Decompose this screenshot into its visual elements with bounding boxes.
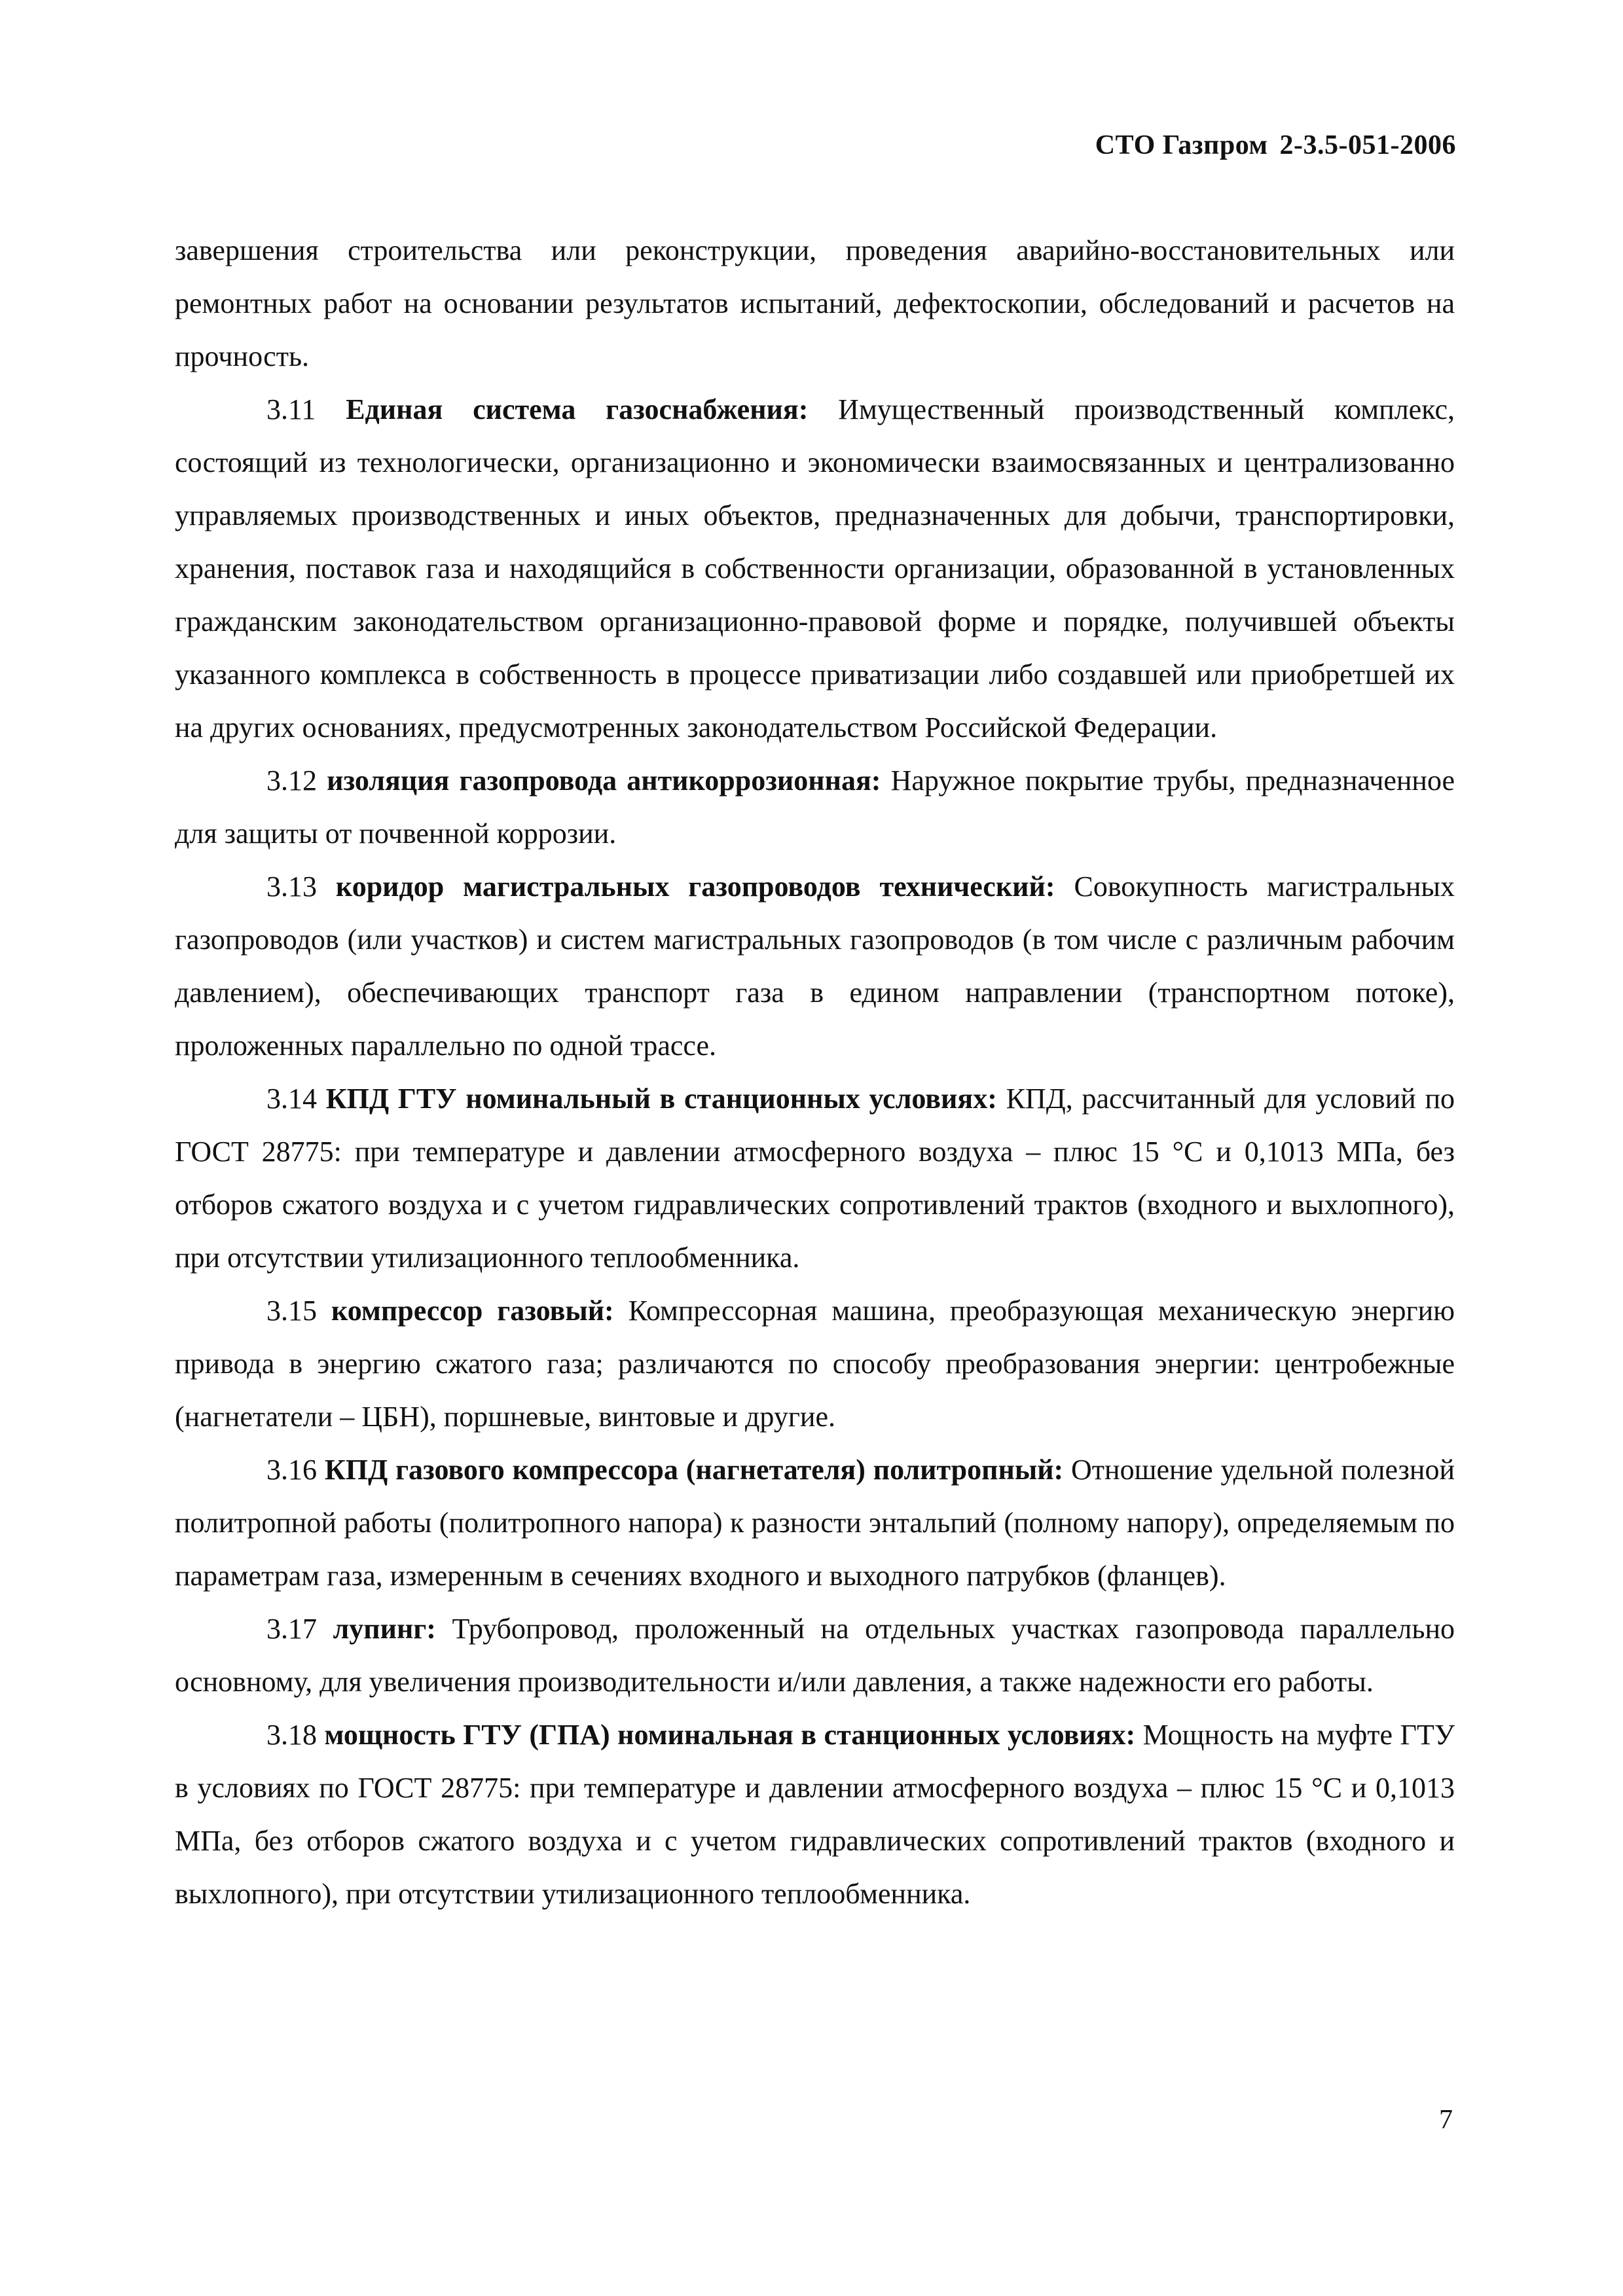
definition-3-16 bbox=[175, 1443, 1455, 1602]
definition-term: изоляция газопровода антикоррозионная: bbox=[327, 764, 881, 797]
definition-text: Имущественный производственный комплекс, состоящий из технологически, организационно и экономически взаимосвязанных и централизованно управляемых производственных и иных объектов, предназначенных для добычи, транспортировки, хранения, поставок газа и находящийся в собственности организации, образованной в установленных гражданским законодательством организационно-правовой форме и порядке, получившей объекты указанного комплекса в собственность в процессе приватизации либо создавшей или приобретшей их на других основаниях, предусмотренных законодательством Российской Федерации. bbox=[175, 393, 1455, 744]
definition-3-13 bbox=[175, 860, 1455, 1072]
paragraph-text: завершения строительства или реконструкции, проведения аварийно-восстановительных или ремонтных работ на основании результатов испытаний, дефектоскопии, обследований и расчетов на прочность. bbox=[175, 234, 1455, 372]
header-org: СТО Газпром bbox=[1095, 130, 1268, 160]
body-text bbox=[175, 224, 1455, 1920]
definition-term: КПД ГТУ номинальный в станционных условиях: bbox=[325, 1083, 997, 1115]
definition-text: Наружное покрытие трубы, предназначенное для защиты от почвенной коррозии. bbox=[175, 764, 1455, 850]
definition-number: 3.18 bbox=[266, 1719, 325, 1751]
definition-number: 3.11 bbox=[266, 393, 346, 425]
definition-term: КПД газового компрессора (нагнетателя) политропный: bbox=[324, 1454, 1064, 1486]
definition-term: коридор магистральных газопроводов технический: bbox=[335, 870, 1055, 903]
definition-text: КПД, рассчитанный для условий по ГОСТ 28775: при температуре и давлении атмосферного воздуха – плюс 15 °С и 0,1013 МПа, без отборов сжатого воздуха и с учетом гидравлических сопротивлений трактов (входного и выхлопного), при отсутствии утилизационного теплообменника. bbox=[175, 1083, 1455, 1274]
header-doc-code: 2-3.5-051-2006 bbox=[1279, 130, 1456, 160]
definition-3-17 bbox=[175, 1602, 1455, 1708]
paragraph-continuation bbox=[175, 224, 1455, 383]
definition-number: 3.15 bbox=[266, 1295, 331, 1327]
definition-3-12 bbox=[175, 754, 1455, 860]
definition-term: лупинг: bbox=[333, 1613, 436, 1645]
definition-text: Компрессорная машина, преобразующая механическую энергию привода в энергию сжатого газа; различаются по способу преобразования энергии: центробежные (нагнетатели – ЦБН), поршневые, винтовые и другие. bbox=[175, 1295, 1455, 1433]
definition-number: 3.16 bbox=[266, 1454, 325, 1486]
definition-3-15 bbox=[175, 1284, 1455, 1443]
definition-3-14 bbox=[175, 1072, 1455, 1284]
definition-number: 3.12 bbox=[266, 764, 327, 797]
page-number: 7 bbox=[1439, 2105, 1453, 2135]
definition-number: 3.13 bbox=[266, 870, 336, 903]
definition-text: Трубопровод, проложенный на отдельных участках газопровода параллельно основному, для увеличения производительности и/или давления, а также надежности его работы. bbox=[175, 1613, 1455, 1698]
definition-text: Совокупность магистральных газопроводов (или участков) и систем магистральных газопроводов (в том числе с различным рабочим давлением), обеспечивающих транспорт газа в едином направлении (транспортном потоке), проложенных параллельно по одной трассе. bbox=[175, 870, 1455, 1062]
page-header bbox=[1095, 130, 1456, 161]
definition-term: Единая система газоснабжения: bbox=[346, 393, 809, 425]
definition-text: Мощность на муфте ГТУ в условиях по ГОСТ 28775: при температуре и давлении атмосферного воздуха – плюс 15 °С и 0,1013 МПа, без отборов сжатого воздуха и с учетом гидравлических сопротивлений трактов (входного и выхлопного), при отсутствии утилизационного теплообменника. bbox=[175, 1719, 1455, 1910]
definition-3-18 bbox=[175, 1708, 1455, 1920]
definition-3-11 bbox=[175, 383, 1455, 754]
definition-text: Отношение удельной полезной политропной работы (политропного напора) к разности энтальпий (полному напору), определяемым по параметрам газа, измеренным в сечениях входного и выходного патрубков (фланцев). bbox=[175, 1454, 1455, 1592]
definition-term: мощность ГТУ (ГПА) номинальная в станционных условиях: bbox=[324, 1719, 1136, 1751]
definition-term: компрессор газовый: bbox=[331, 1295, 614, 1327]
definition-number: 3.14 bbox=[266, 1083, 326, 1115]
definition-number: 3.17 bbox=[266, 1613, 333, 1645]
